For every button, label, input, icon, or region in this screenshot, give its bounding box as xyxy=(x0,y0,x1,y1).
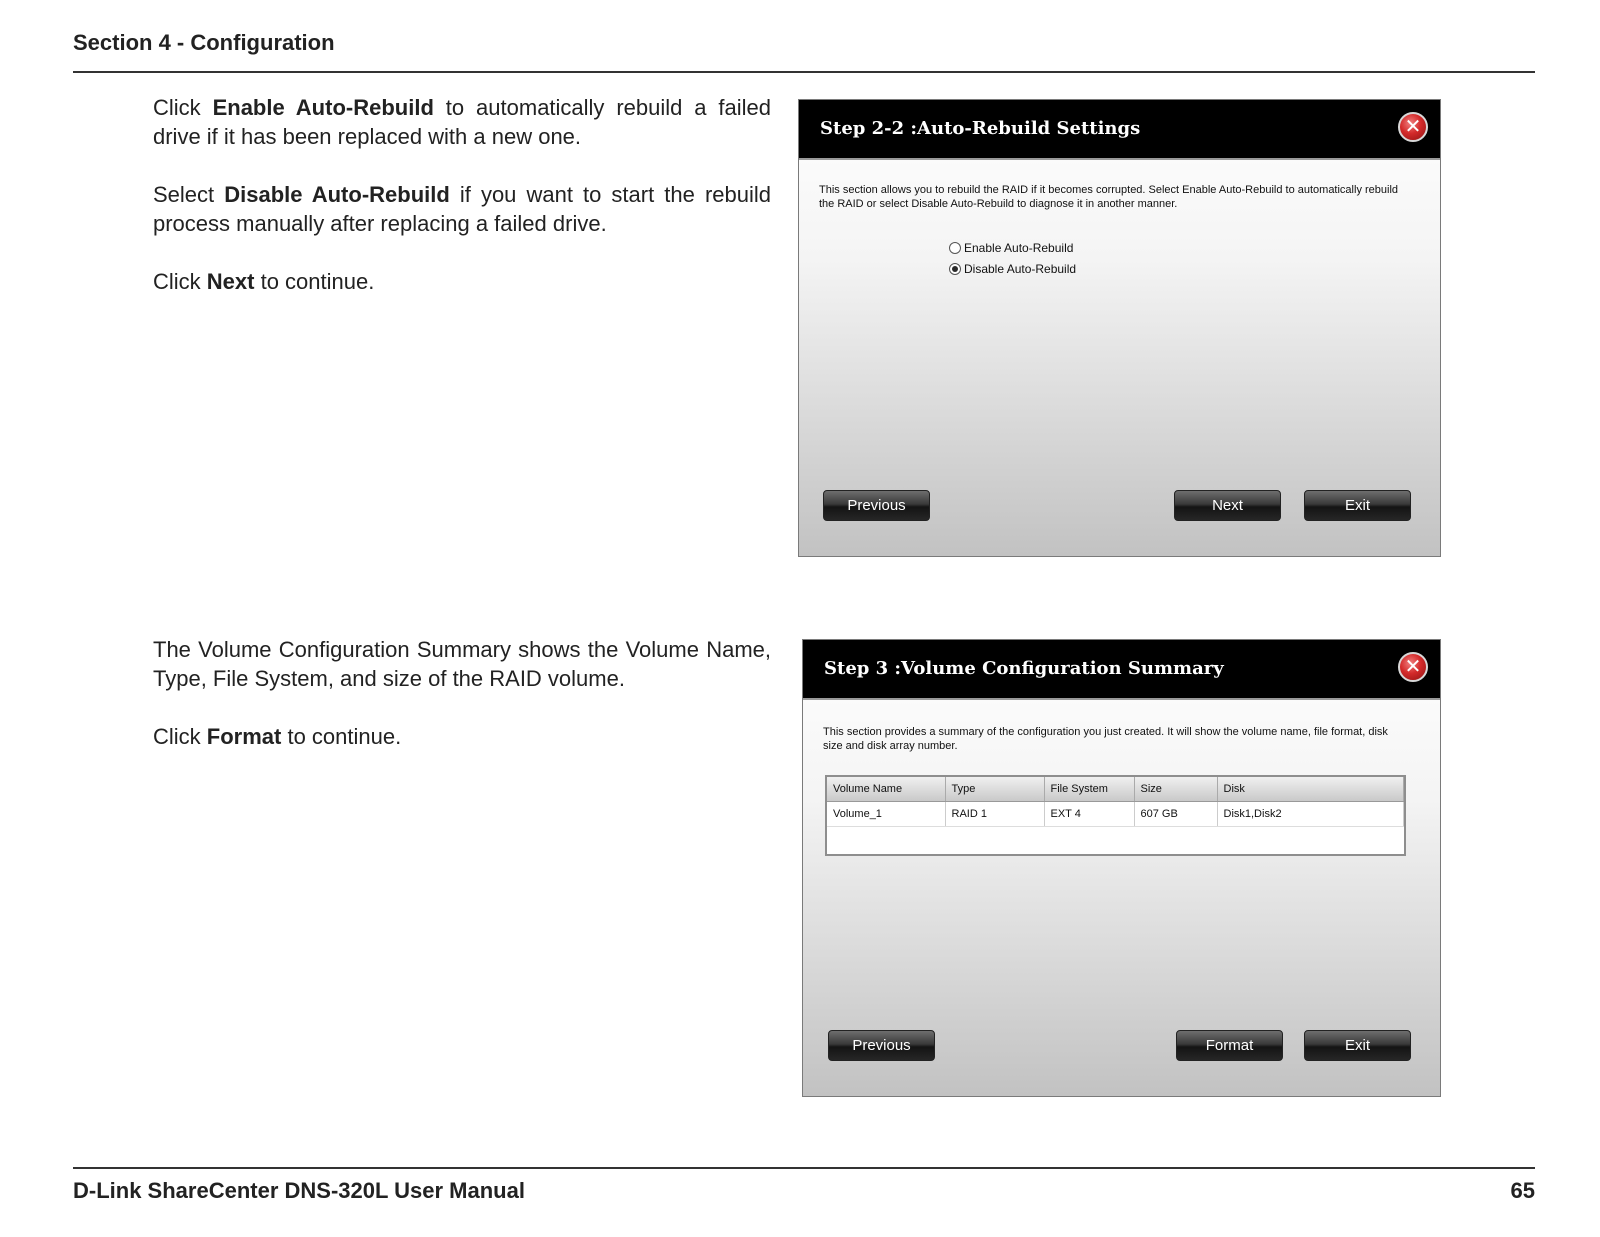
manual-title: D-Link ShareCenter DNS-320L User Manual xyxy=(73,1178,525,1203)
table-header-row xyxy=(827,777,1404,802)
col-type[interactable]: Type xyxy=(945,777,1044,802)
volume-summary-dialog xyxy=(802,639,1441,1097)
paragraph-summary: The Volume Configuration Summary shows the Volume Name, Type, File System, and size of the RAID volume. xyxy=(153,637,771,691)
paragraph-next: Click Next to continue. xyxy=(153,269,375,294)
summary-table-container xyxy=(825,775,1406,856)
dialog-description: This section provides a summary of the configuration you just created. It will show the volume name, file format, disk size and disk array number. xyxy=(823,726,1388,752)
dialog-title-bar xyxy=(799,100,1440,160)
col-volume-name[interactable]: Volume Name xyxy=(827,777,945,802)
dialog-title: Step 2-2 :Auto-Rebuild Settings xyxy=(820,118,1141,139)
format-button[interactable]: Format xyxy=(1176,1030,1283,1061)
instructions-auto-rebuild xyxy=(153,93,771,325)
auto-rebuild-dialog xyxy=(798,99,1441,557)
term-next: Next xyxy=(206,269,255,294)
radio-enable-auto-rebuild[interactable] xyxy=(949,241,1073,255)
paragraph-enable: Click Enable Auto-Rebuild to automatically rebuild a failed drive if it has been replaced with a new one. xyxy=(153,95,772,149)
radio-label: Disable Auto-Rebuild xyxy=(964,262,1077,276)
col-size[interactable]: Size xyxy=(1134,777,1217,802)
radio-on-icon[interactable] xyxy=(949,263,961,275)
radio-off-icon[interactable] xyxy=(949,242,961,254)
exit-button[interactable]: Exit xyxy=(1304,490,1411,521)
close-icon[interactable]: ✕ xyxy=(1398,112,1428,142)
dialog-title-bar xyxy=(803,640,1440,700)
term-disable-auto-rebuild: Disable Auto-Rebuild xyxy=(224,182,450,207)
footer-divider xyxy=(73,1167,1535,1169)
paragraph-format: Click Format to continue. xyxy=(153,724,402,749)
page-number: 65 xyxy=(1510,1178,1535,1203)
next-button[interactable]: Next xyxy=(1174,490,1281,521)
cell-disk: Disk1,Disk2 xyxy=(1217,802,1404,827)
term-enable-auto-rebuild: Enable Auto-Rebuild xyxy=(212,95,434,120)
radio-disable-auto-rebuild[interactable] xyxy=(949,262,1076,276)
dialog-title: Step 3 :Volume Configuration Summary xyxy=(824,658,1224,679)
instructions-summary xyxy=(153,635,771,780)
term-format: Format xyxy=(206,724,282,749)
radio-label: Enable Auto-Rebuild xyxy=(964,241,1074,255)
previous-button[interactable]: Previous xyxy=(823,490,930,521)
paragraph-disable: Select Disable Auto-Rebuild if you want to start the rebuild process manually after replacing a failed drive. xyxy=(153,182,771,236)
close-icon[interactable]: ✕ xyxy=(1398,652,1428,682)
col-disk[interactable]: Disk xyxy=(1217,777,1404,802)
dialog-description: This section allows you to rebuild the RAID if it becomes corrupted. Select Enable Auto-Rebuild to automatically rebuild the RAID or select Disable Auto-Rebuild to diagnose it in another manner. xyxy=(819,184,1399,210)
previous-button[interactable]: Previous xyxy=(828,1030,935,1061)
section-title: Section 4 - Configuration xyxy=(73,30,335,55)
summary-table xyxy=(827,777,1404,827)
cell-file-system: EXT 4 xyxy=(1044,802,1134,827)
table-row[interactable] xyxy=(827,802,1404,827)
col-file-system[interactable]: File System xyxy=(1044,777,1134,802)
cell-volume-name: Volume_1 xyxy=(827,802,945,827)
cell-size: 607 GB xyxy=(1134,802,1217,827)
header-divider xyxy=(73,71,1535,73)
exit-button[interactable]: Exit xyxy=(1304,1030,1411,1061)
cell-type: RAID 1 xyxy=(945,802,1044,827)
